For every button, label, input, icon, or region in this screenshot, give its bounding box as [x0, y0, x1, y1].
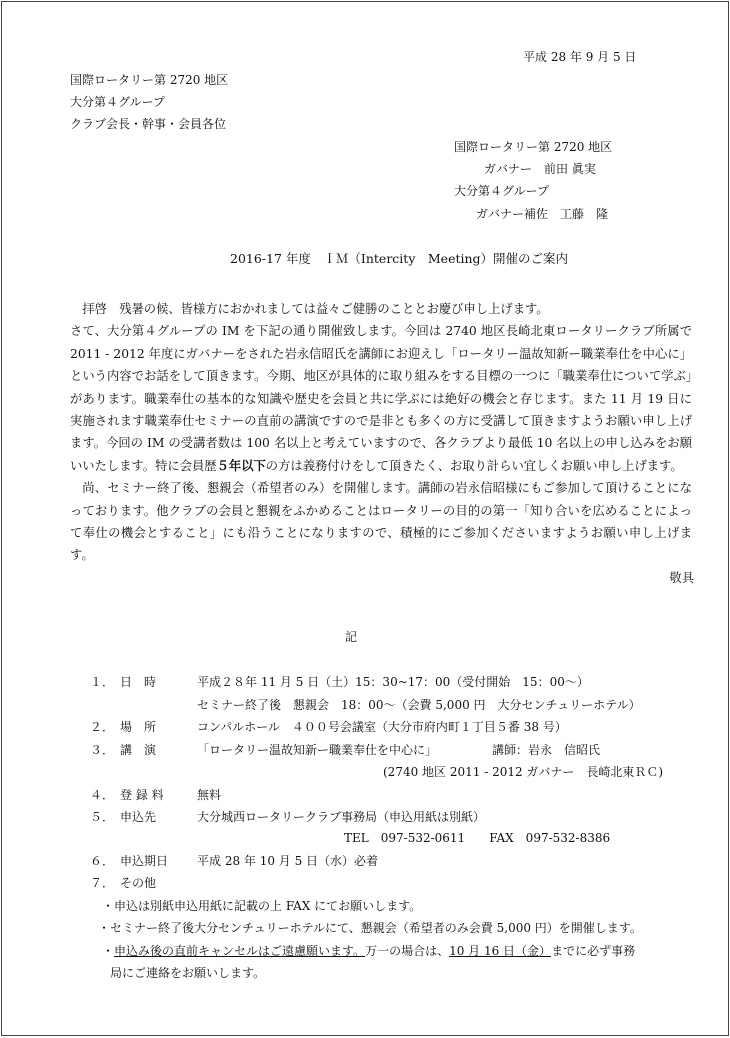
item-value-venue: コンパルホール ４００号会議室（大分市府内町１丁目５番 38 号）	[197, 720, 567, 734]
item-label-fee: 登 録 料	[120, 788, 164, 802]
other-note-reception: ・セミナー終了後大分センチュリーホテルにて、懇親会（希望者のみ会費 5,000 円）を開催します。	[98, 921, 642, 935]
item-number-4: ４．	[90, 788, 115, 802]
item-label-other: その他	[120, 876, 157, 890]
document-date: 平成 28 年 9 月 5 日	[523, 50, 637, 64]
other-note-fax: ・申込は別紙申込用紙に記載の上 FAX にてお願いします。	[102, 899, 422, 913]
item-number-7: ７．	[90, 876, 115, 890]
item-label-venue: 場 所	[120, 720, 157, 734]
main-paragraph-text: さて、大分第４グループの IM を下記の通り開催致します。今回は 2740 地区長崎北東ロータリークラブ所属で 2011 - 2012 年度にガバナーをされた岩永信昭氏を講師にお迎えし「ロータリー温故知新ー職業奉仕を中心に」という内容でお話をして頂きます。今期、地区が具体的に取り組みをする目標の一つに「職業奉仕について学ぶ」があります。職業奉仕の基本的な知識や歴史を会員と共に学ぶには絶好の機会と存じます。また 11 月 19 日に実施されます職業奉仕セミナーの直前の講演ですので是非とも多くの方に受講して頂きますようお願い申し上げます。今回の IM の受講者数は 100 名以上と考えていますので、各クラブより最低 10 名以上の申し込みをお願いいたします。特に会員歴	[70, 324, 692, 473]
item-value-lecture-title: 「ロータリー温故知新ー職業奉仕を中心に」	[197, 743, 438, 757]
item-label-lecture: 講 演	[120, 743, 157, 757]
cancellation-text: 万一の場合は、	[365, 944, 450, 958]
greeting-paragraph: 拝啓 残暑の候、皆様方におかれましては益々ご健勝のこととお慶び申し上げます。	[82, 302, 549, 316]
item-number-6: ６．	[90, 854, 115, 868]
sender-district: 国際ロータリー第 2720 地区	[454, 140, 613, 154]
document-title: 2016-17 年度 ＩＭ（Intercity Meeting）開催のご案内	[230, 251, 569, 266]
item-label-deadline: 申込期日	[120, 854, 169, 868]
bullet: ・	[102, 944, 115, 958]
closing-keigu: 敬具	[669, 570, 694, 585]
letter-body	[70, 298, 692, 589]
cancellation-warning: 申込み後の直前キャンセルはご遠慮願います。	[114, 944, 366, 958]
main-paragraph	[70, 320, 692, 477]
main-paragraph-text-end: の方は義務付けをして頂きたく、お取り計らい宜しくお願い申し上げます。	[265, 458, 683, 473]
item-value-contact: 大分城西ロータリークラブ事務局（申込用紙は別紙）	[197, 810, 486, 824]
item-number-3: ３．	[90, 743, 115, 757]
item-number-2: ２．	[90, 720, 115, 734]
item-value-reception-party: セミナー終了後 懇親会 18：00～（会費 5,000 円 大分センチュリーホテル）	[197, 698, 641, 712]
membership-years-emphasis: ５年以下	[216, 457, 266, 473]
other-note-cancellation-cont: 局にご連絡をお願いします。	[110, 966, 266, 980]
cancellation-date: 10 月 16 日（金）	[449, 944, 552, 958]
sender-group: 大分第４グループ	[454, 184, 550, 198]
item-value-lecturer: 講師：岩永 信昭氏	[492, 743, 601, 757]
other-note-cancellation	[102, 944, 635, 959]
addressee-group: 大分第４グループ	[70, 95, 166, 109]
addressee-district: 国際ロータリー第 2720 地区	[70, 73, 229, 87]
document-page	[1, 1, 729, 1036]
item-number-1: １．	[90, 675, 115, 689]
item-value-lecturer-profile: (2740 地区 2011 - 2012 ガバナー 長崎北東ＲＣ)	[383, 765, 664, 779]
item-value-tel-fax: TEL 097-532-0611 FAX 097-532-8386	[344, 831, 611, 845]
item-label-contact: 申込先	[120, 810, 157, 824]
reception-paragraph: 尚、セミナー終了後、懇親会（希望者のみ）を開催します。講師の岩永信昭様にもご参加して頂けることになっております。他クラブの会員と懇親をふかめることはロータリーの目的の第一「知り合いを広めることによって奉仕の機会とすること」にも沿うことになりますので、積極的にご参加くださいますようお願い申し上げます。	[70, 481, 692, 563]
cancellation-text-end: までに必ず事務	[551, 944, 636, 958]
item-label-datetime: 日 時	[120, 675, 157, 689]
item-value-datetime: 平成２８年 11 月 5 日（土）15：30~17：00（受付開始 15：00～）	[197, 675, 589, 689]
item-value-fee: 無料	[197, 788, 222, 802]
addressee-members: クラブ会長・幹事・会員各位	[70, 117, 227, 131]
sender-governor: ガバナー 前田 眞実	[484, 162, 596, 176]
item-number-5: ５．	[90, 810, 115, 824]
item-value-deadline: 平成 28 年 10 月 5 日（水）必着	[197, 854, 379, 868]
sender-assistant-governor: ガバナー補佐 工藤 隆	[476, 207, 609, 221]
ki-heading: 記	[345, 630, 358, 644]
